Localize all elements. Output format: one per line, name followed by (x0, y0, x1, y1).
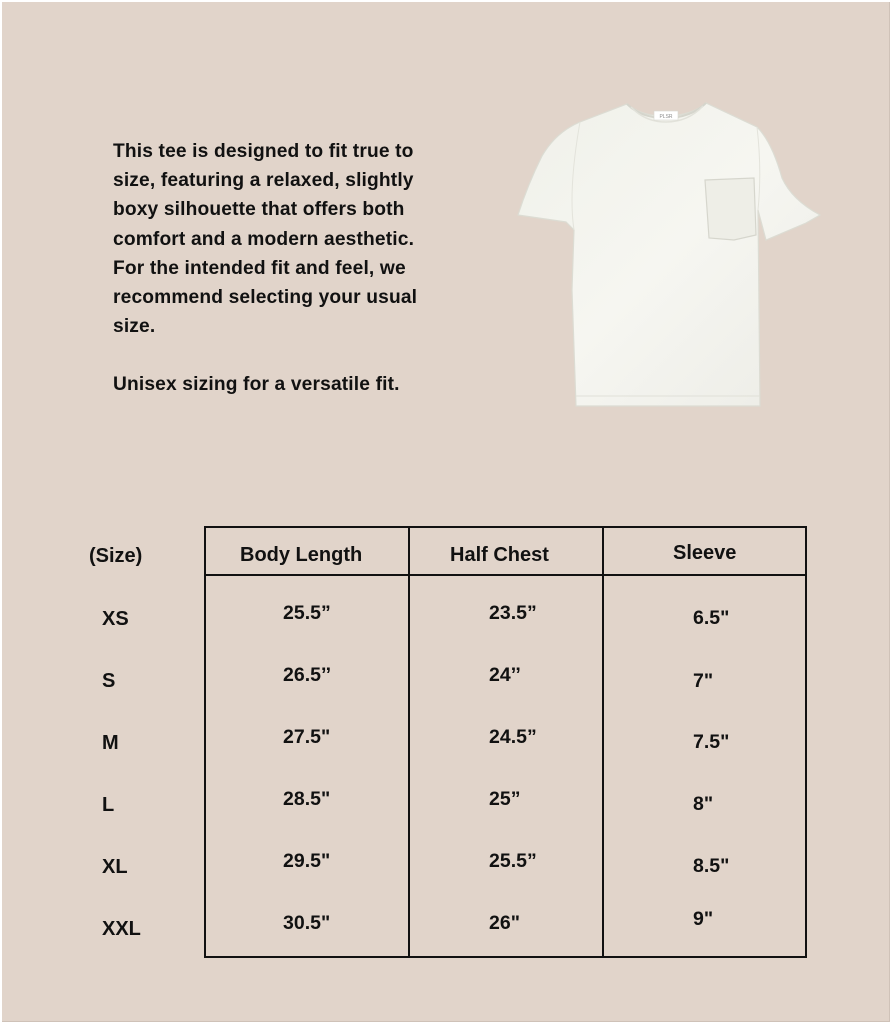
body-length-value: 25.5” (283, 602, 331, 624)
size-label: XXL (102, 918, 141, 940)
size-label: L (102, 794, 115, 816)
fit-description (113, 137, 458, 400)
half-chest-value: 23.5” (489, 602, 537, 624)
size-column-header: (Size) (89, 545, 143, 567)
label-text: PLSR (659, 114, 673, 120)
table-header-divider (204, 574, 807, 576)
size-label: S (102, 670, 116, 692)
description-line: size. (113, 316, 156, 338)
sleeve-value: 8.5" (693, 855, 730, 877)
t-shirt-image (510, 100, 824, 412)
header-body-length: Body Length (240, 544, 363, 566)
body-length-value: 29.5" (283, 850, 331, 872)
body-length-value: 30.5" (283, 912, 331, 934)
description-line: For the intended fit and feel, we (113, 257, 406, 279)
description-line: size, featuring a relaxed, slightly (113, 170, 414, 192)
sleeve-value: 8" (693, 793, 714, 815)
description-line: This tee is designed to fit true to (113, 141, 414, 162)
description-line: boxy silhouette that offers both (113, 199, 405, 221)
t-shirt-body (518, 103, 820, 406)
half-chest-value: 24’’ (489, 664, 521, 686)
description-line: recommend selecting your usual (113, 287, 418, 309)
header-half-chest: Half Chest (450, 544, 549, 566)
unisex-note: Unisex sizing for a versatile fit. (113, 374, 400, 396)
body-length-value: 26.5’’ (283, 664, 332, 686)
body-length-value: 28.5" (283, 788, 331, 810)
header-sleeve: Sleeve (673, 542, 737, 564)
table-divider (408, 526, 410, 958)
size-label: XL (102, 856, 128, 878)
half-chest-value: 25” (489, 788, 521, 810)
white-t-shirt-icon (510, 100, 824, 412)
sleeve-value: 7" (693, 670, 714, 692)
sleeve-value: 6.5" (693, 607, 730, 629)
size-label: XS (102, 608, 129, 630)
fit-description-paragraph (113, 137, 458, 341)
table-divider (602, 526, 604, 958)
half-chest-value: 26" (489, 912, 520, 934)
pocket (705, 178, 756, 240)
half-chest-value: 24.5” (489, 726, 537, 748)
description-line: comfort and a modern aesthetic. (113, 228, 415, 250)
half-chest-value: 25.5” (489, 850, 537, 872)
size-label: M (102, 732, 119, 754)
sleeve-value: 9" (693, 908, 714, 930)
sleeve-value: 7.5" (693, 731, 730, 753)
body-length-value: 27.5" (283, 726, 331, 748)
